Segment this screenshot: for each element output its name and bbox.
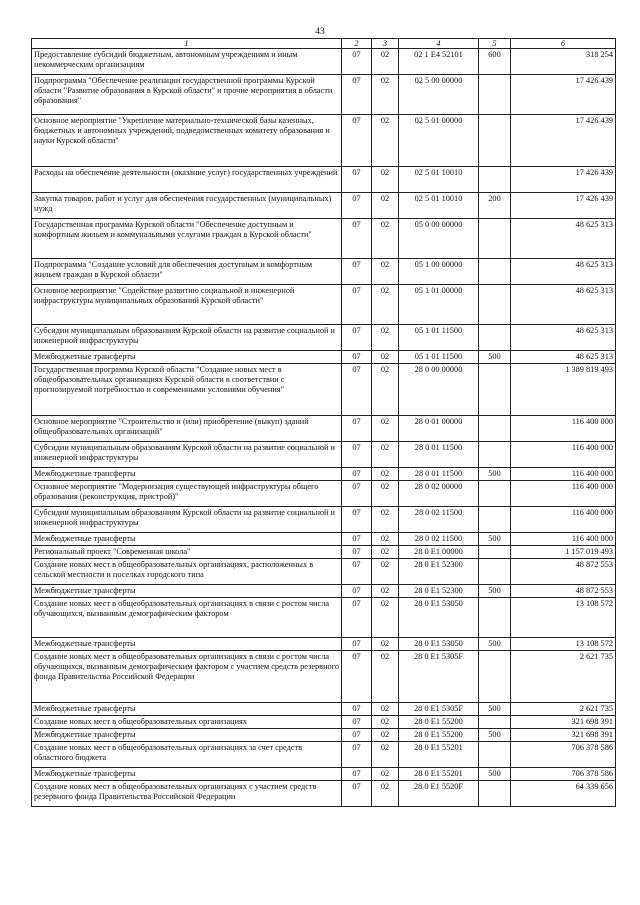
cell-subsection: 02 (372, 115, 399, 167)
cell-expense-type: 500 (479, 638, 511, 651)
cell-target-article: 28 0 Е1 5305F (399, 703, 479, 716)
cell-amount: 116 400 000 (511, 468, 616, 481)
cell-expense-type (479, 259, 511, 285)
cell-subsection: 02 (372, 364, 399, 416)
page-number: 43 (315, 27, 325, 37)
cell-name: Создание новых мест в общеобразовательных организациях в связи с ростом числа обучающихся, вызванным демографическим фактором (32, 598, 342, 638)
cell-section: 07 (342, 729, 372, 742)
cell-amount: 48 872 553 (511, 559, 616, 585)
cell-section: 07 (342, 75, 372, 115)
cell-amount: 64 339 656 (511, 781, 616, 807)
table-header (32, 39, 616, 49)
cell-target-article: 28 0 Е1 55200 (399, 729, 479, 742)
cell-name: Подпрограмма "Обеспечение реализации государственной программы Курской области "Развитие образования в Курской области" и прочие мероприятия в области образования" (32, 75, 342, 115)
cell-name: Региональный проект "Современная школа" (32, 546, 342, 559)
column-header-expense-type: 5 (479, 39, 511, 49)
cell-target-article: 28 0 Е1 00000 (399, 546, 479, 559)
cell-section: 07 (342, 167, 372, 193)
cell-target-article: 02 5 01 00000 (399, 115, 479, 167)
cell-subsection: 02 (372, 598, 399, 638)
cell-amount: 318 254 (511, 49, 616, 75)
cell-section: 07 (342, 285, 372, 325)
cell-target-article: 28 0 Е1 5305F (399, 651, 479, 703)
cell-amount: 321 698 391 (511, 716, 616, 729)
cell-target-article: 02 5 01 10010 (399, 193, 479, 219)
cell-expense-type (479, 507, 511, 533)
cell-subsection: 02 (372, 729, 399, 742)
cell-amount: 1 157 019 493 (511, 546, 616, 559)
cell-name: Субсидии муниципальным образованиям Курской области на развитие социальной и инженерной инфраструктуры (32, 442, 342, 468)
cell-section: 07 (342, 481, 372, 507)
cell-expense-type (479, 115, 511, 167)
cell-expense-type (479, 781, 511, 807)
cell-name: Субсидии муниципальным образованиям Курской области на развитие социальной и инженерной инфраструктуры (32, 325, 342, 351)
cell-subsection: 02 (372, 768, 399, 781)
cell-section: 07 (342, 468, 372, 481)
cell-expense-type: 500 (479, 703, 511, 716)
column-header-target-article: 4 (399, 39, 479, 49)
cell-section: 07 (342, 638, 372, 651)
table-row (32, 585, 616, 598)
cell-expense-type (479, 416, 511, 442)
table-row (32, 75, 616, 115)
cell-subsection: 02 (372, 533, 399, 546)
cell-expense-type (479, 598, 511, 638)
cell-section: 07 (342, 442, 372, 468)
cell-target-article: 28 0 Е1 53050 (399, 598, 479, 638)
table-row (32, 468, 616, 481)
table-row (32, 364, 616, 416)
cell-name: Межбюджетные трансферты (32, 351, 342, 364)
cell-section: 07 (342, 259, 372, 285)
cell-subsection: 02 (372, 167, 399, 193)
cell-target-article: 28 0 Е1 55201 (399, 742, 479, 768)
table-body (32, 49, 616, 807)
cell-section: 07 (342, 115, 372, 167)
cell-expense-type (479, 716, 511, 729)
budget-table (31, 38, 616, 807)
cell-name: Создание новых мест в общеобразовательных организациях в связи с ростом числа обучающихся, вызванным демографическим фактором с участием средств резервного фонда Правительства Российской Федерации (32, 651, 342, 703)
cell-target-article: 28 0 00 00000 (399, 364, 479, 416)
cell-subsection: 02 (372, 742, 399, 768)
table-row (32, 259, 616, 285)
cell-name: Основное мероприятие "Строительство и (или) приобретение (выкуп) зданий общеобразовательных организаций" (32, 416, 342, 442)
cell-subsection: 02 (372, 442, 399, 468)
cell-name: Межбюджетные трансферты (32, 768, 342, 781)
cell-section: 07 (342, 193, 372, 219)
cell-subsection: 02 (372, 651, 399, 703)
cell-section: 07 (342, 559, 372, 585)
cell-name: Создание новых мест в общеобразовательных организациях (32, 716, 342, 729)
cell-target-article: 05 1 00 00000 (399, 259, 479, 285)
table-row (32, 651, 616, 703)
cell-expense-type (479, 325, 511, 351)
cell-target-article: 02 5 00 00000 (399, 75, 479, 115)
cell-amount: 17 426 439 (511, 193, 616, 219)
cell-amount: 116 400 000 (511, 481, 616, 507)
cell-amount: 17 426 439 (511, 75, 616, 115)
cell-expense-type: 500 (479, 533, 511, 546)
table-row (32, 219, 616, 259)
cell-subsection: 02 (372, 75, 399, 115)
cell-amount: 17 426 439 (511, 167, 616, 193)
cell-subsection: 02 (372, 638, 399, 651)
cell-subsection: 02 (372, 259, 399, 285)
cell-subsection: 02 (372, 285, 399, 325)
cell-expense-type (479, 742, 511, 768)
cell-subsection: 02 (372, 325, 399, 351)
table-row (32, 598, 616, 638)
cell-name: Межбюджетные трансферты (32, 703, 342, 716)
cell-expense-type (479, 75, 511, 115)
cell-amount: 48 625 313 (511, 351, 616, 364)
table-row (32, 781, 616, 807)
cell-name: Межбюджетные трансферты (32, 468, 342, 481)
table-row (32, 193, 616, 219)
table-row (32, 638, 616, 651)
cell-target-article: 28 0 01 11500 (399, 468, 479, 481)
cell-subsection: 02 (372, 468, 399, 481)
cell-target-article: 28 0 02 11500 (399, 533, 479, 546)
table-row (32, 442, 616, 468)
cell-name: Основное мероприятие "Модернизация существующей инфраструктуры общего образования (реконструкция, пристрой)" (32, 481, 342, 507)
cell-subsection: 02 (372, 416, 399, 442)
cell-name: Государственная программа Курской области "Обеспечение доступным и комфортным жильем и коммунальными услугами граждан в Курской области" (32, 219, 342, 259)
cell-section: 07 (342, 351, 372, 364)
cell-section: 07 (342, 598, 372, 638)
cell-expense-type: 500 (479, 468, 511, 481)
cell-subsection: 02 (372, 219, 399, 259)
cell-expense-type (479, 546, 511, 559)
cell-section: 07 (342, 781, 372, 807)
cell-expense-type: 500 (479, 585, 511, 598)
cell-name: Основное мероприятие "Укрепление материально-технической базы казенных, бюджетных и автономных учреждений, подведомственных комитету образования и науки Курской области" (32, 115, 342, 167)
cell-amount: 13 108 572 (511, 638, 616, 651)
cell-expense-type (479, 481, 511, 507)
cell-section: 07 (342, 219, 372, 259)
cell-expense-type: 500 (479, 351, 511, 364)
column-header-subsection: 3 (372, 39, 399, 49)
table-row (32, 481, 616, 507)
cell-subsection: 02 (372, 781, 399, 807)
cell-amount: 17 426 439 (511, 115, 616, 167)
cell-section: 07 (342, 364, 372, 416)
cell-subsection: 02 (372, 507, 399, 533)
cell-section: 07 (342, 546, 372, 559)
cell-subsection: 02 (372, 193, 399, 219)
cell-expense-type: 500 (479, 729, 511, 742)
cell-amount: 706 378 586 (511, 768, 616, 781)
table-row (32, 559, 616, 585)
table-row (32, 325, 616, 351)
table-row (32, 416, 616, 442)
cell-section: 07 (342, 651, 372, 703)
table-row (32, 729, 616, 742)
table-row (32, 768, 616, 781)
cell-name: Субсидии муниципальным образованиям Курской области на развитие социальной и инженерной инфраструктуры (32, 507, 342, 533)
column-header-amount: 6 (511, 39, 616, 49)
cell-amount: 48 872 553 (511, 585, 616, 598)
cell-section: 07 (342, 533, 372, 546)
cell-amount: 1 389 819 493 (511, 364, 616, 416)
cell-expense-type (479, 219, 511, 259)
cell-target-article: 28 0 Е1 55201 (399, 768, 479, 781)
cell-name: Закупка товаров, работ и услуг для обеспечения государственных (муниципальных) нужд (32, 193, 342, 219)
cell-name: Расходы на обеспечение деятельности (оказание услуг) государственных учреждений (32, 167, 342, 193)
cell-amount: 13 108 572 (511, 598, 616, 638)
cell-name: Межбюджетные трансферты (32, 585, 342, 598)
table-row (32, 533, 616, 546)
cell-target-article: 02 5 01 10010 (399, 167, 479, 193)
table-row (32, 716, 616, 729)
cell-section: 07 (342, 768, 372, 781)
cell-expense-type: 600 (479, 49, 511, 75)
cell-name: Межбюджетные трансферты (32, 533, 342, 546)
cell-name: Межбюджетные трансферты (32, 729, 342, 742)
cell-section: 07 (342, 703, 372, 716)
cell-section: 07 (342, 507, 372, 533)
cell-subsection: 02 (372, 559, 399, 585)
cell-expense-type: 500 (479, 768, 511, 781)
cell-amount: 48 625 313 (511, 325, 616, 351)
cell-amount: 2 621 735 (511, 651, 616, 703)
cell-target-article: 05 0 00 00000 (399, 219, 479, 259)
cell-amount: 48 625 313 (511, 285, 616, 325)
cell-amount: 706 378 586 (511, 742, 616, 768)
cell-subsection: 02 (372, 351, 399, 364)
cell-amount: 116 400 000 (511, 533, 616, 546)
cell-expense-type (479, 364, 511, 416)
cell-expense-type (479, 442, 511, 468)
cell-section: 07 (342, 742, 372, 768)
cell-expense-type (479, 167, 511, 193)
cell-subsection: 02 (372, 546, 399, 559)
cell-name: Подпрограмма "Создание условий для обеспечения доступным и комфортным жильем граждан в Курской области" (32, 259, 342, 285)
cell-target-article: 28 0 Е1 52300 (399, 585, 479, 598)
table-row (32, 351, 616, 364)
cell-expense-type (479, 651, 511, 703)
column-header-section: 2 (342, 39, 372, 49)
column-header-name: 1 (32, 39, 342, 49)
cell-amount: 321 698 391 (511, 729, 616, 742)
cell-name: Предоставление субсидий бюджетным, автономным учреждениям и иным некоммерческим организациям (32, 49, 342, 75)
cell-target-article: 28 0 02 11500 (399, 507, 479, 533)
cell-target-article: 28 0 Е1 53050 (399, 638, 479, 651)
cell-subsection: 02 (372, 49, 399, 75)
table-row (32, 507, 616, 533)
cell-target-article: 28 0 Е1 52300 (399, 559, 479, 585)
cell-section: 07 (342, 716, 372, 729)
cell-target-article: 28 0 02 00000 (399, 481, 479, 507)
cell-target-article: 02 1 Е4 52101 (399, 49, 479, 75)
cell-target-article: 28 0 01 00000 (399, 416, 479, 442)
cell-section: 07 (342, 325, 372, 351)
cell-expense-type (479, 285, 511, 325)
cell-name: Государственная программа Курской области "Создание новых мест в общеобразовательных организациях Курской области в соответствии с прогнозируемой потребностью и современными условиями обучения" (32, 364, 342, 416)
cell-name: Создание новых мест в общеобразовательных организациях за счет средств областного бюджета (32, 742, 342, 768)
cell-subsection: 02 (372, 481, 399, 507)
cell-name: Межбюджетные трансферты (32, 638, 342, 651)
cell-subsection: 02 (372, 585, 399, 598)
cell-amount: 116 400 000 (511, 507, 616, 533)
cell-name: Создание новых мест в общеобразовательных организациях, расположенных в сельской местности и поселках городского типа (32, 559, 342, 585)
cell-section: 07 (342, 49, 372, 75)
cell-subsection: 02 (372, 716, 399, 729)
cell-section: 07 (342, 416, 372, 442)
cell-amount: 2 621 735 (511, 703, 616, 716)
table-row (32, 49, 616, 75)
cell-target-article: 28 0 Е1 5520F (399, 781, 479, 807)
cell-name: Создание новых мест в общеобразовательных организациях с участием средств резервного фонда Правительства Российской Федерации (32, 781, 342, 807)
cell-target-article: 05 1 01 11500 (399, 325, 479, 351)
table-row (32, 167, 616, 193)
table-row (32, 546, 616, 559)
table-row (32, 742, 616, 768)
cell-amount: 48 625 313 (511, 259, 616, 285)
cell-name: Основное мероприятие "Содействие развитию социальной и инженерной инфраструктуры муниципальных образований Курской области" (32, 285, 342, 325)
cell-amount: 48 625 313 (511, 219, 616, 259)
table-row (32, 115, 616, 167)
table-row (32, 703, 616, 716)
header-row (32, 39, 616, 49)
cell-target-article: 28 0 Е1 55200 (399, 716, 479, 729)
cell-expense-type (479, 559, 511, 585)
cell-target-article: 05 1 01 11500 (399, 351, 479, 364)
cell-target-article: 05 1 01 00000 (399, 285, 479, 325)
cell-amount: 116 400 000 (511, 442, 616, 468)
cell-target-article: 28 0 01 11500 (399, 442, 479, 468)
table-row (32, 285, 616, 325)
cell-section: 07 (342, 585, 372, 598)
cell-subsection: 02 (372, 703, 399, 716)
cell-expense-type: 200 (479, 193, 511, 219)
cell-amount: 116 400 000 (511, 416, 616, 442)
